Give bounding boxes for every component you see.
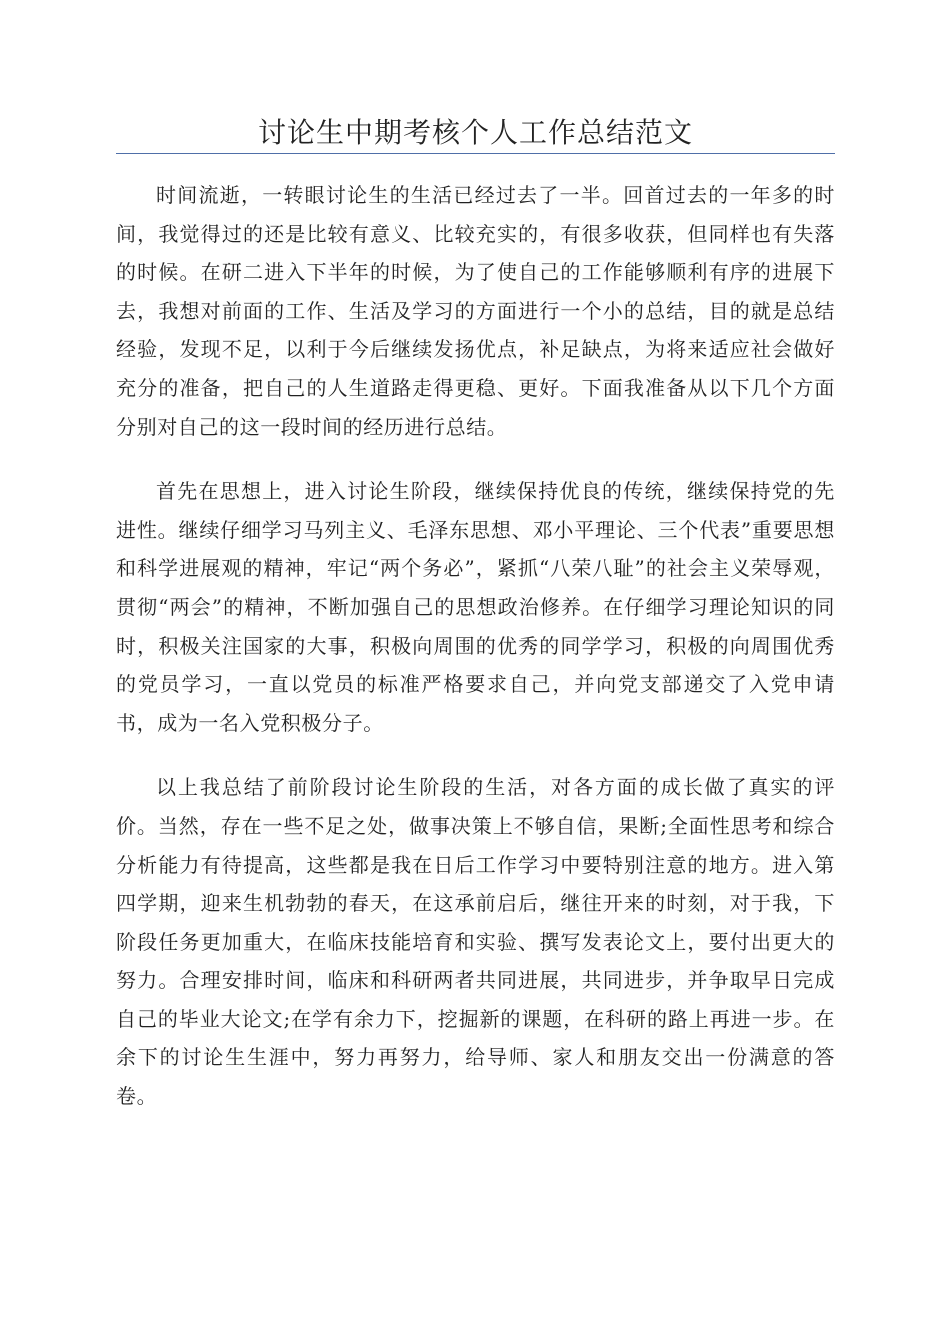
paragraph-intro: 时间流逝，一转眼讨论生的生活已经过去了一半。回首过去的一年多的时间，我觉得过的还是比较有意义、比较充实的，有很多收获，但同样也有失落的时候。在研二进入下半年的时候，为了使自己的工作能够顺利有序的进展下去，我想对前面的工作、生活及学习的方面进行一个小的总结，目的就是总结经验，发现不足，以利于今后继续发扬优点，补足缺点，为将来适应社会做好充分的准备，把自己的人生道路走得更稳、更好。下面我准备从以下几个方面分别对自己的这一段时间的经历进行总结。	[116, 183, 835, 439]
title-underline	[116, 153, 835, 154]
paragraph-ideology: 首先在思想上，进入讨论生阶段，继续保持优良的传统，继续保持党的先进性。继续仔细学习马列主义、毛泽东思想、邓小平理论、三个代表”重要思想和科学进展观的精神，牢记“两个务必”，紧抓“八荣八耻”的社会主义荣辱观，贯彻“两会”的精神，不断加强自己的思想政治修养。在仔细学习理论知识的同时，积极关注国家的大事，积极向周围的优秀的同学学习，积极的向周围优秀的党员学习，一直以党员的标准严格要求自己，并向党支部递交了入党申请书，成为一名入党积极分子。	[116, 479, 835, 735]
document-page	[116, 0, 835, 1116]
paragraph-conclusion: 以上我总结了前阶段讨论生阶段的生活，对各方面的成长做了真实的评价。当然，存在一些不足之处，做事决策上不够自信，果断;全面性思考和综合分析能力有待提高，这些都是我在日后工作学习中要特别注意的地方。进入第四学期，迎来生机勃勃的春天，在这承前启后，继往开来的时刻，对于我，下阶段任务更加重大，在临床技能培育和实验、撰写发表论文上，要付出更大的努力。合理安排时间，临床和科研两者共同进展，共同进步，并争取早日完成自己的毕业大论文;在学有余力下，挖掘新的课题，在科研的路上再进一步。在余下的讨论生生涯中，努力再努力，给导师、家人和朋友交出一份满意的答卷。	[116, 775, 835, 1109]
document-title: 讨论生中期考核个人工作总结范文	[257, 116, 693, 149]
